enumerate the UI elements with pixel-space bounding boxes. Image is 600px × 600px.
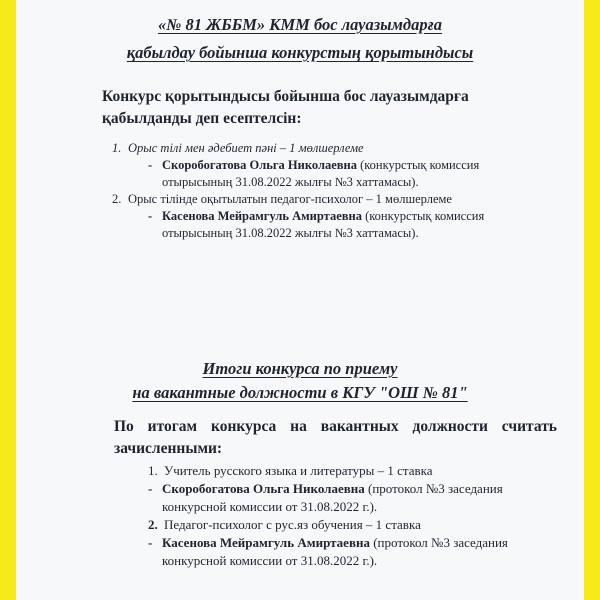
kazakh-item-2-name: Касенова Мейрамгуль Амиртаевна (162, 209, 362, 223)
kazakh-intro-line1: Конкурс қорытындысы бойынша бос лауазымдарға (102, 88, 469, 105)
russian-item-2-position-text: Педагог-психолог с рус.яз обучения – 1 ставка (164, 517, 421, 532)
russian-title-line1-text: Итоги конкурса по приему (202, 359, 398, 378)
russian-list-item-2-person (148, 534, 508, 552)
document-page (16, 0, 584, 600)
russian-item-1-note-part2: конкурсной комиссии от 31.08.2022 г.). (162, 499, 378, 514)
kazakh-item-2-note-part2: отырысының 31.08.2022 жылғы №3 хаттамасы). (162, 226, 419, 240)
kazakh-list-item-2-person (148, 208, 484, 225)
kazakh-list-item-2-position (112, 191, 452, 208)
russian-item-1-position-text: Учитель русского языка и литературы – 1 ставка (164, 463, 433, 478)
russian-item-2-note-part1: (протокол №3 заседания (369, 535, 508, 550)
russian-list-item-1-position (148, 462, 433, 480)
kazakh-item-1-position-text: Орыс тілі мен әдебиет пәні – 1 мөлшерлеме (128, 141, 364, 155)
russian-intro-line2: зачисленными: (114, 440, 223, 457)
russian-item-1-number: 1. (148, 463, 158, 478)
kazakh-title-line2 (16, 42, 584, 64)
russian-item-2-dash: - (148, 535, 153, 550)
russian-item-1-note-part1: (протокол №3 заседания (364, 481, 503, 496)
russian-list-item-1-person (148, 480, 503, 498)
kazakh-item-1-note-part2: отырысының 31.08.2022 жылғы №3 хаттамасы). (162, 175, 419, 189)
russian-title-line2-text: на вакантные должности в КГУ "ОШ № 81" (132, 383, 468, 402)
kazakh-title-line1 (16, 14, 584, 36)
kazakh-intro-line2: қабылданды деп есептелсін: (102, 110, 302, 127)
kazakh-item-1-note-part1: (конкурстық комиссия (356, 158, 480, 172)
russian-item-2-note-part2: конкурсной комиссии от 31.08.2022 г.). (162, 553, 378, 568)
russian-list-item-2-position (148, 516, 421, 534)
kazakh-item-1-dash: - (148, 158, 153, 172)
kazakh-item-2-note-part1: (конкурстық комиссия (361, 209, 485, 223)
russian-title-line1 (16, 358, 584, 380)
russian-item-1-name: Скоробогатова Ольга Николаевна (162, 481, 365, 496)
kazakh-item-2-number: 2. (112, 192, 122, 206)
kazakh-title-line2-text: қабылдау бойынша конкурстың қорытындысы (126, 43, 474, 62)
russian-item-2-name: Касенова Мейрамгуль Амиртаевна (162, 535, 370, 550)
kazakh-list-item-1-position (112, 140, 364, 157)
kazakh-item-2-dash: - (148, 209, 153, 223)
kazakh-title-line1-text: «№ 81 ЖББМ» КММ бос лауазымдарға (158, 15, 442, 34)
kazakh-item-1-name: Скоробогатова Ольга Николаевна (162, 158, 357, 172)
russian-item-1-dash: - (148, 481, 153, 496)
kazakh-item-1-number: 1. (112, 141, 122, 155)
russian-item-2-number: 2. (148, 517, 158, 532)
russian-title-line2 (16, 382, 584, 404)
russian-intro-line1: По итогам конкурса на вакантных должности считать (114, 418, 558, 435)
kazakh-list-item-1-person (148, 157, 479, 174)
kazakh-item-2-position-text: Орыс тілінде оқытылатын педагог-психолог – 1 мөлшерлеме (128, 192, 452, 206)
